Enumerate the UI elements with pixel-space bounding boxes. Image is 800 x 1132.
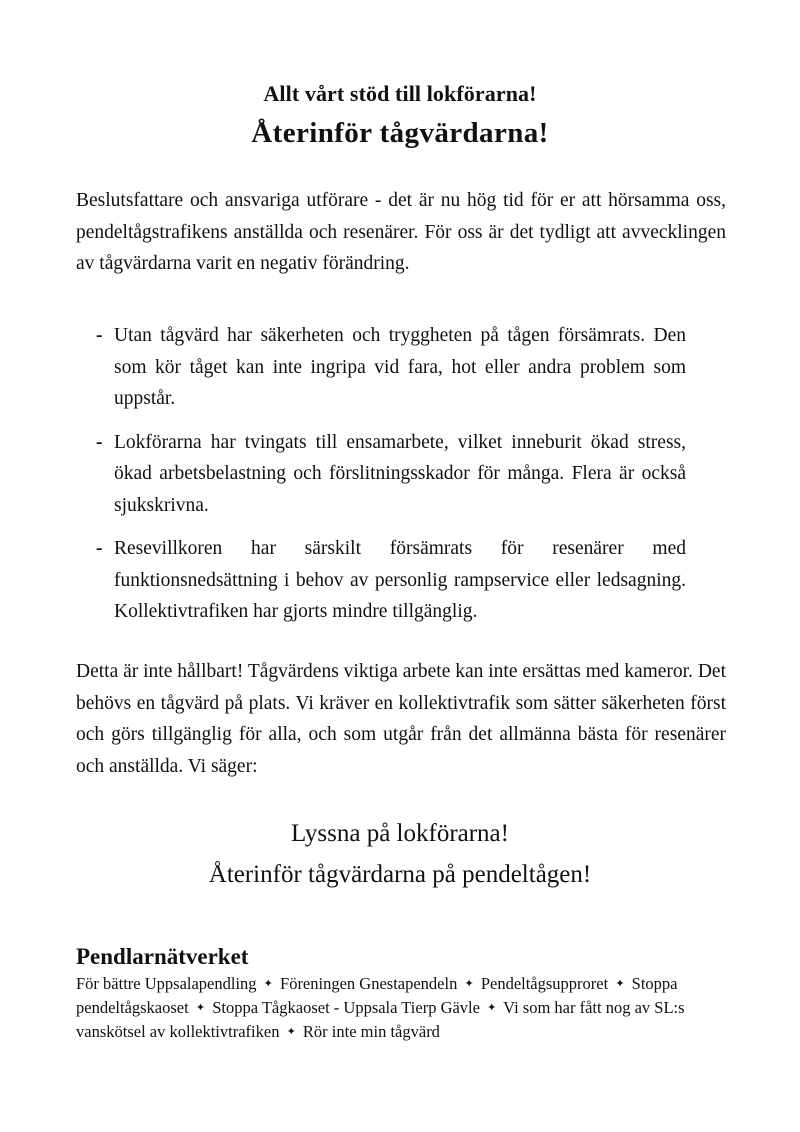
list-item [96,320,686,415]
member-org: Stoppa pendeltågskaoset [76,974,678,1017]
dash-bullet-icon: - [96,538,103,559]
demands-list [96,320,686,640]
four-pointed-star-icon: ✦ [464,978,474,990]
dash-bullet-icon: - [96,325,103,346]
member-org: För bättre Uppsalapendling [76,974,257,993]
member-organizations [76,972,726,1044]
organization-name: Pendlarnätverket [76,944,249,969]
list-item-text: Lokförarna har tvingats till ensamarbete, vilket inneburit ökad stress, ökad arbetsbelastning och förslitningsskador för många. Flera är också sjukskrivna. [114,431,686,516]
intro-paragraph: Beslutsfattare och ansvariga utförare - det är nu hög tid för er att hörsamma oss, pendeltågstrafikens anställda och resenärer. För oss är det tydligt att avvecklingen av tågvärdarna varit en negativ förändring. [76,190,726,274]
slogan-line-2: Återinför tågvärdarna på pendeltågen! [208,861,592,888]
four-pointed-star-icon: ✦ [263,978,273,990]
list-item [96,427,686,522]
member-org: Pendeltågsupproret [480,974,609,993]
main-heading: Återinför tågvärdarna! [251,117,549,149]
four-pointed-star-icon: ✦ [615,978,625,990]
subtitle-heading: Allt vårt stöd till lokförarna! [263,81,537,106]
list-item-text: Resevillkoren har särskilt försämrats för resenärer med funktionsnedsättning i behov av personlig rampservice eller ledsagning. Kollektivtrafiken har gjorts mindre tillgänglig. [114,538,686,622]
dash-bullet-icon: - [96,431,103,453]
conclusion-paragraph: Detta är inte hållbart! Tågvärdens viktiga arbete kan inte ersättas med kameror. Det behövs en tågvärd på plats. Vi kräver en kollektivtrafik som sätter säkerheten först och görs tillgänglig för alla, och som utgår från det allmänna bästa för resenärer och anställda. Vi säger: [76,661,726,777]
four-pointed-star-icon: ✦ [487,1002,497,1014]
member-org: Stoppa Tågkaoset - Uppsala Tierp Gävle [212,998,480,1017]
list-item-text: Utan tågvärd har säkerheten och tryggheten på tågen försämrats. Den som kör tåget kan inte ingripa vid fara, hot eller andra problem som uppstår. [114,325,686,409]
four-pointed-star-icon: ✦ [195,1002,206,1014]
member-org: Rör inte min tågvärd [302,1022,440,1041]
four-pointed-star-icon: ✦ [286,1026,296,1038]
member-org: Vi som har fått nog av SL:s vanskötsel av kollektivtrafiken [76,998,685,1041]
list-item [96,533,686,628]
slogan-line-1: Lyssna på lokförarna! [291,820,509,847]
member-org: Föreningen Gnestapendeln [280,974,458,993]
